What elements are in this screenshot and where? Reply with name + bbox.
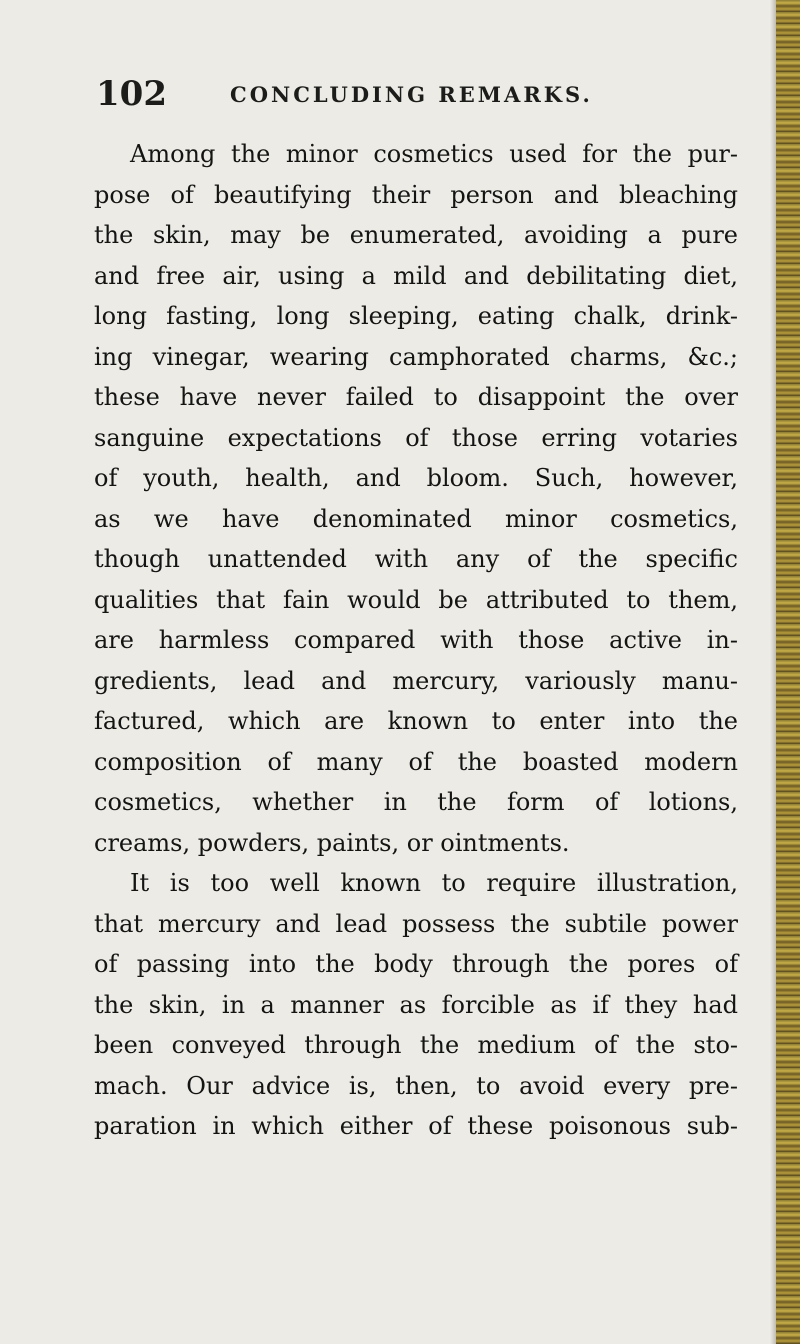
- text-line: long fasting, long sleeping, eating chalk, drink-: [94, 302, 738, 330]
- text-line: these have never failed to disappoint the over: [94, 383, 738, 411]
- text-line: Among the minor cosmetics used for the pur-: [130, 140, 738, 168]
- text-line: the skin, in a manner as forcible as if they had: [94, 990, 738, 1019]
- text-line: pose of beautifying their person and bleaching: [94, 180, 738, 209]
- text-line: ing vinegar, wearing camphorated charms, &c.;: [94, 342, 738, 371]
- text-line: of passing into the body through the pores of: [94, 950, 738, 978]
- text-line: sanguine expectations of those erring votaries: [94, 423, 738, 452]
- text-line: and free air, using a mild and debilitating diet,: [94, 261, 738, 290]
- page-number: 102: [96, 74, 167, 114]
- text-line: factured, which are known to enter into the: [94, 707, 738, 735]
- text-line: mach. Our advice is, then, to avoid every pre-: [94, 1071, 738, 1100]
- running-head-title: CONCLUDING REMARKS.: [230, 82, 593, 107]
- text-line: cosmetics, whether in the form of lotions,: [94, 788, 738, 816]
- text-line: composition of many of the boasted modern: [94, 747, 738, 776]
- text-line: are harmless compared with those active in-: [94, 626, 738, 654]
- page-gilt-edge: [776, 0, 800, 1344]
- text-line: It is too well known to require illustration,: [130, 869, 738, 897]
- running-head: [96, 74, 656, 114]
- text-line: that mercury and lead possess the subtile power: [94, 909, 738, 938]
- text-line: the skin, may be enumerated, avoiding a pure: [94, 221, 738, 249]
- text-line: paration in which either of these poisonous sub-: [94, 1112, 738, 1140]
- text-line: gredients, lead and mercury, variously manu-: [94, 666, 738, 695]
- text-line: been conveyed through the medium of the sto-: [94, 1031, 738, 1059]
- text-line: though unattended with any of the specific: [94, 545, 738, 573]
- text-line: as we have denominated minor cosmetics,: [94, 504, 738, 533]
- body-text: [94, 134, 738, 1147]
- text-line: of youth, health, and bloom. Such, however,: [94, 464, 738, 492]
- text-line: creams, powders, paints, or ointments.: [94, 828, 570, 857]
- text-line: qualities that fain would be attributed to them,: [94, 585, 738, 614]
